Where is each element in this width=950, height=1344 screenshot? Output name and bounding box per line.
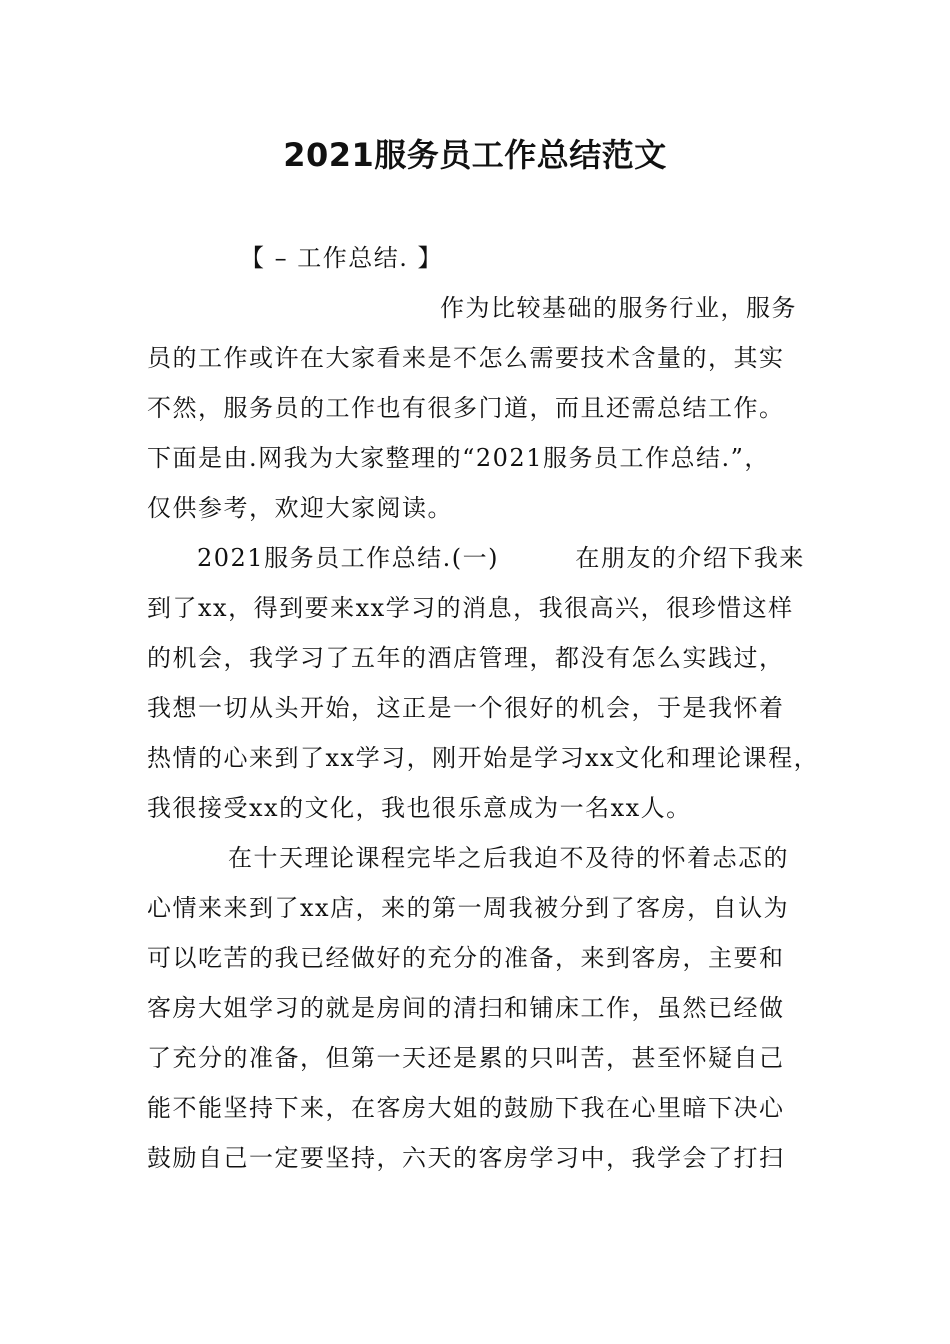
text-line: 了充分的准备，但第一天还是累的只叫苦，甚至怀疑自己 <box>147 1044 785 1072</box>
text-line: 我想一切从头开始，这正是一个很好的机会，于是我怀着 <box>147 694 785 722</box>
text-line: 不然，服务员的工作也有很多门道，而且还需总结工作。 <box>147 394 785 422</box>
text-line: 2021服务员工作总结.(一) 在朋友的介绍下我来 <box>197 544 805 572</box>
document-title: 2021服务员工作总结范文 <box>283 136 667 174</box>
text-line: 热情的心来到了xx学习，刚开始是学习xx文化和理论课程， <box>147 744 820 772</box>
text-line: 下面是由.网我为大家整理的“2021服务员工作总结.”， <box>147 444 770 472</box>
text-line: 仅供参考，欢迎大家阅读。 <box>147 494 453 522</box>
text-line: 我很接受xx的文化，我也很乐意成为一名xx人。 <box>147 794 692 822</box>
text-line: 的机会，我学习了五年的酒店管理，都没有怎么实践过， <box>147 644 785 672</box>
text-line: 客房大姐学习的就是房间的清扫和铺床工作，虽然已经做 <box>147 994 785 1022</box>
text-line: 鼓励自己一定要坚持，六天的客房学习中，我学会了打扫 <box>147 1144 785 1172</box>
tag-line: 【 – 工作总结. 】 <box>240 244 444 272</box>
text-line: 到了xx，得到要来xx学习的消息，我很高兴，很珍惜这样 <box>147 594 794 622</box>
text-line: 在十天理论课程完毕之后我迫不及待的怀着忐忑的 <box>228 844 789 872</box>
text-line: 员的工作或许在大家看来是不怎么需要技术含量的，其实 <box>147 344 785 372</box>
text-line: 作为比较基础的服务行业，服务 <box>440 294 797 322</box>
text-line: 心情来来到了xx店，来的第一周我被分到了客房，自认为 <box>147 894 790 922</box>
text-line: 可以吃苦的我已经做好的充分的准备，来到客房，主要和 <box>147 944 785 972</box>
text-line: 能不能坚持下来，在客房大姐的鼓励下我在心里暗下决心 <box>147 1094 785 1122</box>
